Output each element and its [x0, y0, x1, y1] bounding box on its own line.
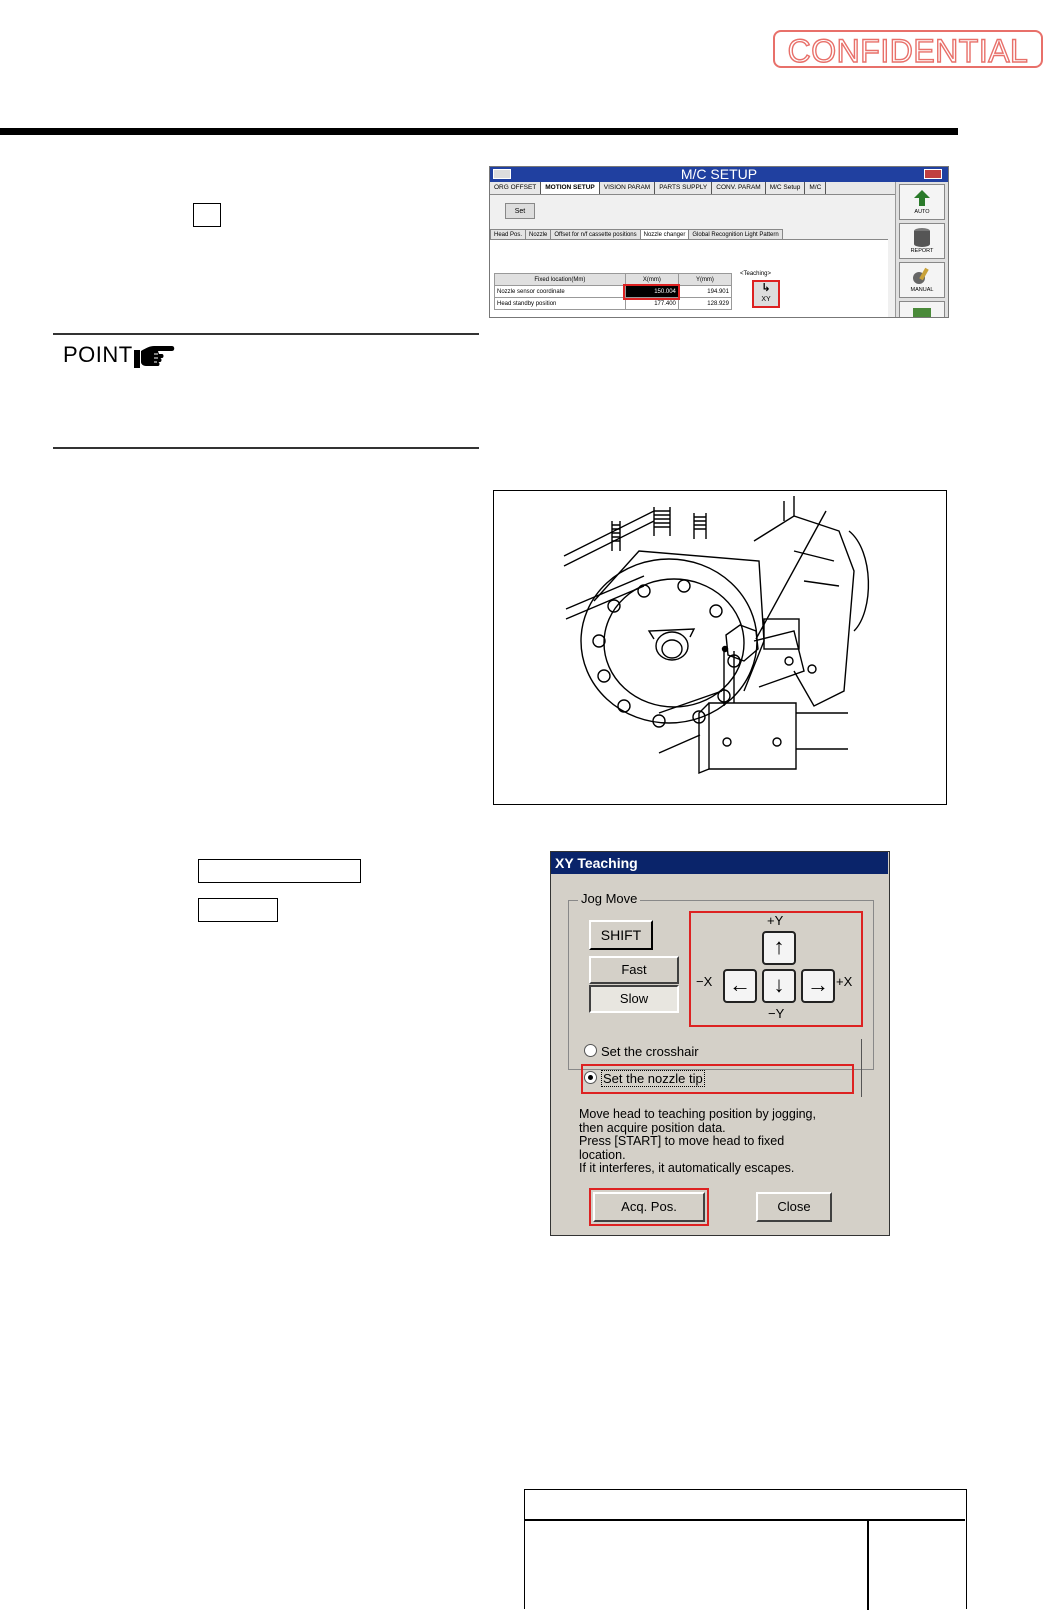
manual-icon [911, 266, 933, 286]
report-button[interactable] [899, 223, 945, 259]
mc-close-icon[interactable] [924, 169, 942, 179]
table-row[interactable] [495, 298, 732, 310]
nozzle-changer-figure [493, 490, 947, 805]
plus-y-label: +Y [767, 913, 784, 928]
folder-icon [911, 305, 933, 318]
radio-nozzle-dot[interactable] [584, 1071, 597, 1084]
jog-move-label: Jog Move [578, 891, 640, 906]
auto-icon [911, 188, 933, 208]
tab-vision-param[interactable]: VISION PARAM [600, 182, 655, 194]
mechanism-illustration [494, 491, 945, 803]
key-box [193, 203, 221, 227]
col-header-x: X(mm) [625, 274, 678, 286]
report-icon [911, 227, 933, 247]
report-label: REPORT [910, 248, 934, 254]
mc-tab-bar [490, 182, 895, 195]
confidential-stamp: CONFIDENTIAL [773, 30, 1043, 68]
button-name-box-small [198, 898, 278, 922]
subtab-offset-cassette[interactable]: Offset for n/f cassette positions [550, 229, 640, 240]
plus-x-label: +X [836, 974, 853, 989]
more-button[interactable] [899, 301, 945, 318]
xy-button-label: XY [761, 296, 771, 303]
point-bottom-rule [53, 447, 479, 449]
button-name-box [198, 859, 361, 883]
radio-crosshair-label: Set the crosshair [601, 1044, 699, 1059]
point-top-rule [53, 333, 479, 335]
tab-conv-param[interactable]: CONV. PARAM [712, 182, 765, 194]
row-label: Head standby position [495, 298, 626, 310]
point-label [63, 342, 133, 368]
arrow-up-icon: ↑ [773, 934, 785, 959]
arrow-down-icon: ↓ [773, 972, 785, 997]
row-label: Nozzle sensor coordinate [495, 286, 626, 298]
tab-org-offset[interactable]: ORG OFFSET [490, 182, 541, 194]
subtab-head-pos[interactable]: Head Pos. [490, 229, 526, 240]
manual-button[interactable] [899, 262, 945, 298]
xy-corner-arrow-icon: ↳ [761, 282, 771, 294]
minus-x-label: −X [696, 974, 713, 989]
arrow-left-icon: ← [729, 972, 751, 997]
tab-motion-setup[interactable]: MOTION SETUP [541, 182, 599, 194]
radio-crosshair-dot[interactable] [584, 1044, 597, 1057]
mc-title-bar [490, 167, 948, 182]
auto-label: AUTO [914, 209, 930, 215]
shift-button[interactable]: SHIFT [589, 920, 653, 950]
tab-mc-setup[interactable]: M/C Setup [766, 182, 806, 194]
xy-dialog-title: XY Teaching [551, 852, 888, 874]
nozzle-sensor-x-cell[interactable]: 150.004 [625, 286, 678, 298]
col-header-location: Fixed location(Mm) [495, 274, 626, 286]
tab-mc[interactable]: M/C [805, 182, 826, 194]
radio-nozzle-label: Set the nozzle tip [603, 1071, 703, 1086]
mc-setup-screenshot [489, 166, 949, 318]
fixed-location-table [494, 273, 732, 310]
set-button[interactable]: Set [505, 203, 535, 219]
tab-parts-supply[interactable]: PARTS SUPPLY [655, 182, 712, 194]
revision-table-row-divider [525, 1519, 965, 1521]
arrow-right-icon: → [807, 972, 829, 997]
table-row[interactable] [495, 286, 732, 298]
jog-up-button[interactable] [762, 931, 796, 965]
minus-y-label: −Y [768, 1006, 785, 1021]
subtab-light-pattern[interactable]: Global Recognition Light Pattern [688, 229, 782, 240]
mc-title: M/C SETUP [680, 166, 758, 182]
point-text: POINT [63, 342, 133, 367]
revision-table-col-divider [867, 1519, 869, 1610]
pointing-hand-icon [132, 342, 176, 370]
nozzle-sensor-y-cell[interactable]: 194.901 [678, 286, 731, 298]
standby-x-cell[interactable]: 177.400 [625, 298, 678, 310]
acq-pos-button[interactable]: Acq. Pos. [593, 1192, 705, 1222]
xy-teaching-button[interactable] [752, 280, 780, 308]
col-header-y: Y(mm) [678, 274, 731, 286]
header-rule [0, 128, 958, 135]
teaching-label: <Teaching> [740, 271, 772, 277]
fast-button[interactable]: Fast [589, 956, 679, 984]
radio-crosshair[interactable] [584, 1044, 699, 1059]
close-button[interactable]: Close [756, 1192, 832, 1222]
standby-y-cell[interactable]: 128.929 [678, 298, 731, 310]
table-header-row [495, 274, 732, 286]
mc-side-panel [895, 182, 949, 318]
xy-teaching-dialog [550, 851, 890, 1236]
subtab-nozzle-changer[interactable]: Nozzle changer [640, 229, 690, 240]
radio-nozzle-tip[interactable] [584, 1071, 705, 1086]
slow-button[interactable]: Slow [589, 985, 679, 1013]
jog-left-button[interactable] [723, 969, 757, 1003]
jog-right-button[interactable] [801, 969, 835, 1003]
revision-table [524, 1489, 967, 1609]
jog-down-button[interactable] [762, 969, 796, 1003]
manual-label: MANUAL [910, 287, 934, 293]
instruction-text: Move head to teaching position by jogging, then acquire position data. Press [START] to move head to fixed location. If it interferes, it automatically escapes. [579, 1107, 816, 1175]
auto-button[interactable] [899, 184, 945, 220]
subtab-nozzle[interactable]: Nozzle [525, 229, 551, 240]
